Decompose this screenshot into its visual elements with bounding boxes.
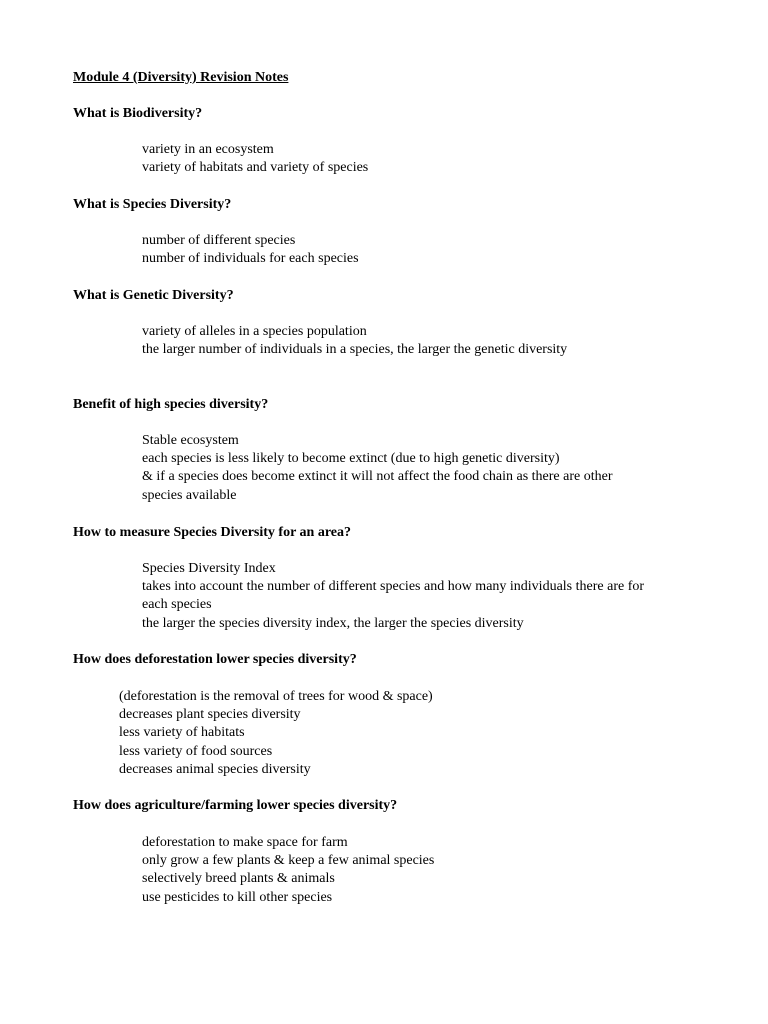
text-line: deforestation to make space for farm — [142, 835, 348, 850]
section-heading-biodiversity: What is Biodiversity? — [73, 106, 203, 121]
section-heading-benefit: Benefit of high species diversity? — [73, 397, 269, 412]
text-line: species available — [142, 487, 237, 503]
section-body-benefit — [142, 432, 702, 505]
text-line: variety of habitats and variety of species — [142, 160, 369, 176]
text-line: decreases animal species diversity — [119, 761, 311, 777]
text-line: decreases plant species diversity — [119, 707, 301, 723]
text-line: Stable ecosystem — [142, 433, 239, 448]
text-line: & if a species does become extinct it will not affect the food chain as there are other — [142, 469, 613, 485]
section-heading-species-diversity: What is Species Diversity? — [73, 197, 232, 212]
section-heading-genetic-diversity: What is Genetic Diversity? — [73, 288, 234, 303]
document-title: Module 4 (Diversity) Revision Notes — [73, 70, 289, 85]
text-line: takes into account the number of different species and how many individuals there are for — [142, 579, 645, 595]
section-heading-deforestation: How does deforestation lower species diversity? — [73, 652, 357, 667]
text-line: only grow a few plants & keep a few animal species — [142, 853, 435, 869]
text-line: the larger number of individuals in a species, the larger the genetic diversity — [142, 342, 568, 358]
section-heading-agriculture: How does agriculture/farming lower species diversity? — [73, 798, 398, 813]
text-line: variety of alleles in a species population — [142, 324, 367, 339]
text-line: selectively breed plants & animals — [142, 871, 335, 887]
text-line: variety in an ecosystem — [142, 142, 274, 157]
section-body-measure — [142, 560, 702, 633]
text-line: each species — [142, 597, 212, 613]
text-line: number of individuals for each species — [142, 251, 359, 267]
section-body-species-diversity — [142, 232, 702, 268]
text-line: (deforestation is the removal of trees for wood & space) — [119, 689, 433, 704]
text-line: less variety of habitats — [119, 725, 245, 741]
text-line: use pesticides to kill other species — [142, 889, 333, 905]
text-line: Species Diversity Index — [142, 561, 276, 576]
text-line: the larger the species diversity index, the larger the species diversity — [142, 615, 524, 631]
section-body-genetic-diversity — [142, 323, 702, 359]
section-body-deforestation — [119, 688, 679, 779]
text-line: each species is less likely to become extinct (due to high genetic diversity) — [142, 451, 560, 467]
section-body-biodiversity — [142, 141, 702, 177]
text-line: number of different species — [142, 233, 296, 248]
section-body-agriculture — [142, 834, 702, 907]
section-heading-measure: How to measure Species Diversity for an area? — [73, 525, 352, 540]
text-line: less variety of food sources — [119, 743, 273, 759]
